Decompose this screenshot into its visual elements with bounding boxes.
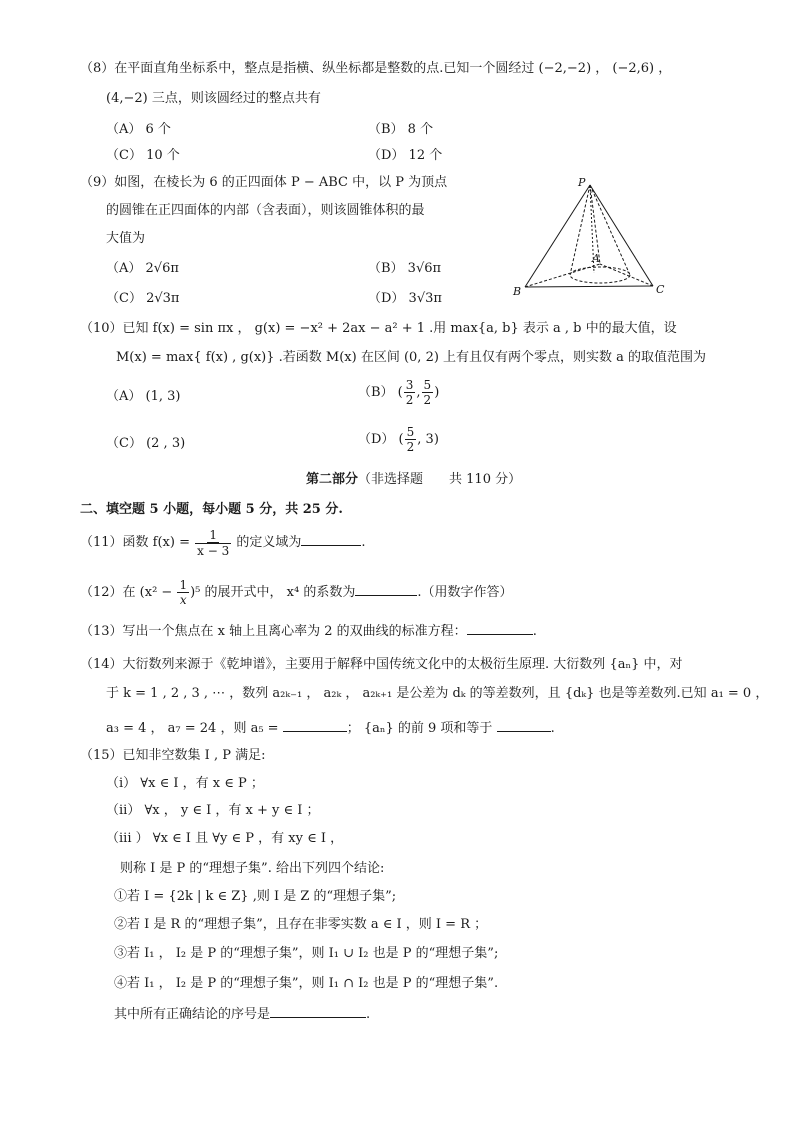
q15-statement-2: ②若 I 是 R 的“理想子集”，且存在非零实数 a ∈ I ，则 I = R ； xyxy=(114,917,488,932)
q10-b-fraction-1: $\frac{3}{2}$ xyxy=(405,378,414,407)
q14-answer-blank-sum[interactable] xyxy=(497,719,551,732)
q9-option-d: （D） 3√3π xyxy=(368,291,442,306)
q14-answer-blank-a5[interactable] xyxy=(283,719,347,732)
q15-definition: 则称 I 是 P 的“理想子集”. 给出下列四个结论: xyxy=(120,861,385,876)
q10-option-a: （A） (1, 3) xyxy=(106,389,181,404)
edge-pb xyxy=(525,185,590,287)
section2-heading: 二、填空题 5 小题，每小题 5 分，共 25 分. xyxy=(80,502,343,517)
q9-stem-line2: 的圆锥在正四面体的内部（含表面），则该圆锥体积的最 xyxy=(106,203,425,218)
q10-option-d: （D） ( $\frac{5}{2}$ , 3) xyxy=(358,425,439,454)
q15-condition-2: （ii） ∀x ， y ∈ I ，有 x + y ∈ I ； xyxy=(106,803,320,818)
q9-stem-line3: 大值为 xyxy=(106,231,146,246)
q10-b-fraction-2: $\frac{5}{2}$ xyxy=(423,378,432,407)
q15-statement-1: ①若 I = {2k | k ∈ Z} ,则 I 是 Z 的“理想子集”; xyxy=(114,889,397,904)
q8-option-b: （B） 8 个 xyxy=(368,122,434,137)
label-b: B xyxy=(513,285,522,298)
label-p: P xyxy=(578,176,586,189)
q15-question: 其中所有正确结论的序号是 . xyxy=(114,1007,371,1022)
q9-option-a: （A） 2√6π xyxy=(106,261,179,276)
q14-stem-line3: a₃ = 4 ， a₇ = 24 ，则 a₅ = ； {aₙ} 的前 9 项和等于 . xyxy=(106,721,555,736)
q10-stem-line2: M(x) = max{ f(x) , g(x)} .若函数 M(x) 在区间 (0, 2) 上有且仅有两个零点，则实数 a 的取值范围为 xyxy=(116,350,707,365)
q8-stem-line1: （8）在平面直角坐标系中，整点是指横、纵坐标都是整数的点.已知一个圆经过 (−2,−2) ， (−2,6) ， xyxy=(80,61,672,76)
q14-stem-line1: （14）大衍数列来源于《乾坤谱》，主要用于解释中国传统文化中的太极衍生原理. 大衍数列 {aₙ} 中，对 xyxy=(80,657,683,672)
label-a: A xyxy=(592,252,600,265)
q15-answer-blank[interactable] xyxy=(270,1005,366,1018)
edge-pc xyxy=(590,185,653,286)
q9-option-b: （B） 3√6π xyxy=(368,261,442,276)
q9-stem-line1: （9）如图，在棱长为 6 的正四面体 P − ABC 中，以 P 为顶点 xyxy=(80,175,448,190)
q8-option-c: （C） 10 个 xyxy=(106,148,180,163)
q11-answer-blank[interactable] xyxy=(301,533,361,546)
part2-heading: 第二部分（非选择题 共 110 分） xyxy=(306,472,522,487)
q15-statement-3: ③若 I₁ ， I₂ 是 P 的“理想子集”，则 I₁ ∪ I₂ 也是 P 的“理想子集”; xyxy=(114,946,499,961)
cone-generatrix-left xyxy=(570,185,590,275)
q8-option-a: （A） 6 个 xyxy=(106,122,171,137)
q12-stem: （12）在 (x² − $\frac{1}{x}$ )⁵ 的展开式中， x⁴ 的系数为 .（用数字作答） xyxy=(80,578,513,607)
q13-answer-blank[interactable] xyxy=(467,622,533,635)
cone-base xyxy=(570,267,630,283)
edge-bc xyxy=(525,286,653,287)
q9-option-c: （C） 2√3π xyxy=(106,291,180,306)
q11-stem: （11）函数 f(x) = $\frac{1}{x - 3}$ 的定义域为 . xyxy=(80,527,366,558)
tetrahedron-cone-figure xyxy=(508,176,678,302)
q15-condition-3: （iii ） ∀x ∈ I 且 ∀y ∈ P ，有 xy ∈ I ， xyxy=(106,831,344,846)
q12-fraction: $\frac{1}{x}$ xyxy=(179,578,188,607)
q10-d-fraction: $\frac{5}{2}$ xyxy=(406,425,415,454)
q15-stem-line1: （15）已知非空数集 I , P 满足: xyxy=(80,748,266,763)
q11-fraction: $\frac{1}{x - 3}$ xyxy=(197,527,230,558)
q12-answer-blank[interactable] xyxy=(355,583,417,596)
q14-stem-line2: 于 k = 1 , 2 , 3 , ⋯ ，数列 a₂ₖ₋₁ ， a₂ₖ ， a₂ₖ₊₁ 是公差为 dₖ 的等差数列，且 {dₖ} 也是等差数列.已知 a₁ = 0 ， xyxy=(106,686,769,701)
q8-stem-line2: (4,−2) 三点，则该圆经过的整点共有 xyxy=(106,91,321,106)
q15-statement-4: ④若 I₁ ， I₂ 是 P 的“理想子集”，则 I₁ ∩ I₂ 也是 P 的“理想子集”. xyxy=(114,976,499,991)
q10-option-c: （C） (2 , 3) xyxy=(106,436,186,451)
q8-option-d: （D） 12 个 xyxy=(368,148,443,163)
q10-stem-line1: （10）已知 f(x) = sin πx ， g(x) = −x² + 2ax − a² + 1 .用 max{a, b} 表示 a , b 中的最大值，设 xyxy=(80,321,677,336)
label-c: C xyxy=(656,283,665,296)
q15-condition-1: （i） ∀x ∈ I ，有 x ∈ P ； xyxy=(106,776,264,791)
q13-stem: （13）写出一个焦点在 x 轴上且离心率为 2 的双曲线的标准方程： . xyxy=(80,624,537,639)
q10-option-b: （B） ( $\frac{3}{2}$ , $\frac{5}{2}$ ) xyxy=(358,378,440,407)
